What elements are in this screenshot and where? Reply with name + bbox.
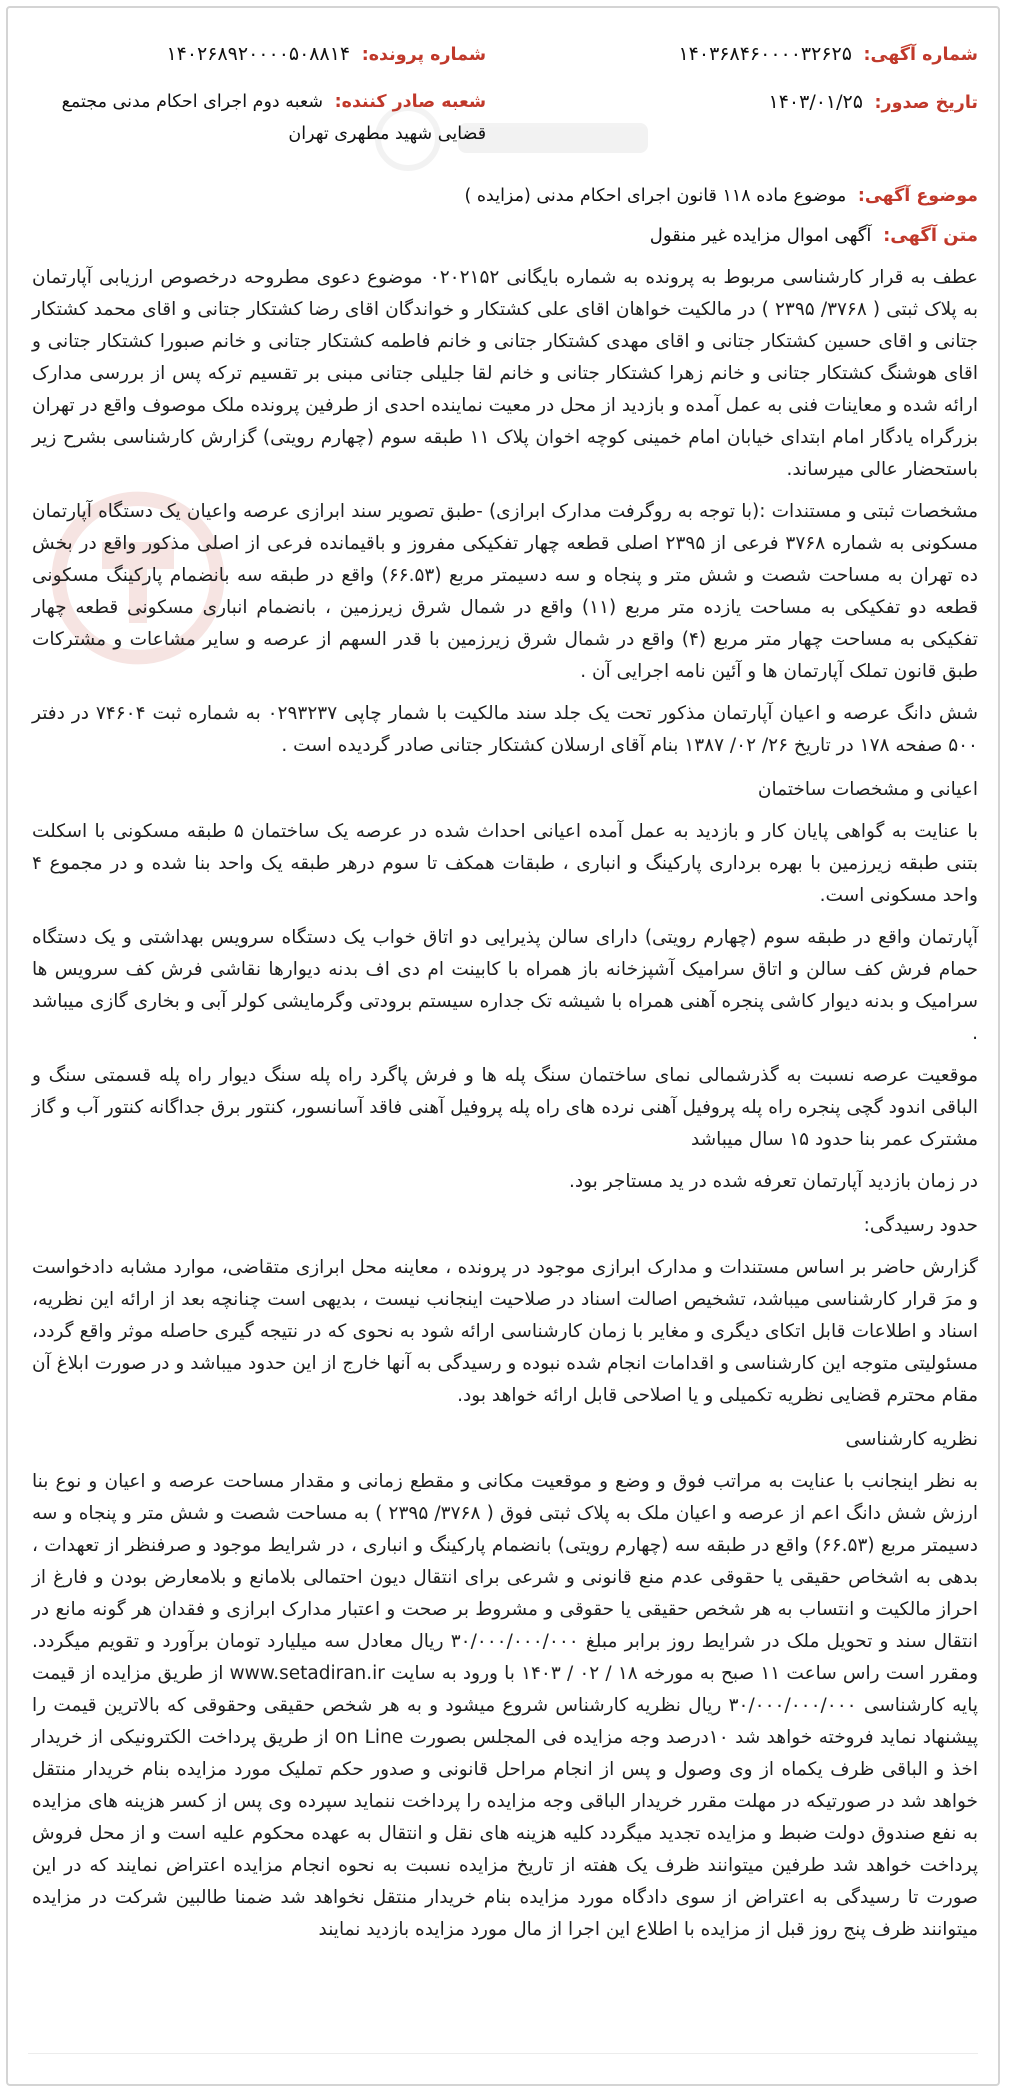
page-frame [6,6,1000,2086]
paragraph-scope: گزارش حاضر بر اساس مستندات و مدارک ابرازی موجود در پرونده ، معاینه محل ابرازی متقاضی، موارد مشابه دادخواست و مرَ قرار کارشناسی میباشد، تشخیص اصالت اسناد در صلاحیت اینجانب نیست ، بدیهی است چنانچه بعد از ارائه این نظریه، اسناد و اطلاعات قابل اتکای دیگری و مغایر با زمان کارشناسی ارائه شود به نحوی که در نتیجه گیری حاصله موثر واقع گردد، مسئولیتی متوجه این کارشناسی و اقدامات انجام شده نبوده و رسیدگی به آنها خارج از این حدود میباشد و در صورت ابلاغ آن مقام محترم قضایی نظریه تکمیلی و یا اصلاحی قابل ارائه خواهد بود. [32,1257,978,1406]
case-number-value: ۱۴۰۲۶۸۹۲۰۰۰۰۵۰۸۸۱۴ [166,43,351,65]
paragraph-tenant: در زمان بازدید آپارتمان تعرفه شده در ید مستاجر بود. [569,1171,978,1192]
issuer-value: شعبه دوم اجرای احکام مدنی مجتمع قضایی شهید مطهری تهران [61,92,487,144]
paragraph-building: با عنایت به گواهی پایان کار و بازدید به عمل آمده اعیانی احداث شده در عرصه یک ساختمان ۵ طبقه مسکونی با اسکلت بتنی طبقه زیرزمین با بهره برداری پارکینگ و انباری ، طبقات همکف تا سوم درهر طبقه یک واحد بنا شده و در مجموع ۴ واحد مسکونی است. [32,821,979,906]
case-number-label: شماره پرونده: [361,45,487,65]
text-heading-value: آگهی اموال مزایده غیر منقول [649,225,872,246]
text-heading-label: متن آگهی: [883,225,978,246]
case-number-field [32,38,486,71]
ad-number-field [524,38,978,71]
paragraph-intro: عطف به قرار کارشناسی مربوط به پرونده به شماره بایگانی ۰۲۰۲۱۵۲ موضوع دعوی مطروحه درخصوص ارزیابی آپارتمان به پلاک ثبتی ( ۳۷۶۸/ ۲۳۹۵ ) در مالکیت خواهان اقای علی کشتکار و خواندگان اقای رضا کشتکار جتانی و اقای محمد کشتکار جتانی و اقای حسین کشتکار جتانی و اقای مهدی کشتکار جتانی و خانم فاطمه کشتکار جتانی و خانم صبورا کشتکار جتانی و اقای هوشنگ کشتکار جتانی و خانم زهرا کشتکار جتانی و خانم لقا جلیلی جتانی مبنی بر تقسیم ترکه پس از بررسی مدارک ارائه شده و معاینات فنی به عمل آمده و بازدید از محل در معیت نماینده احدی از طرفین پرونده ملک موصوف واقع در تهران بزرگراه یادگار امام ابتدای خیابان امام خمینی کوچه اخوان پلاک ۱۱ طبقه سوم (چهارم رویتی) گزارش کارشناسی بشرح زیر باستحضار عالی میرساند. [32,267,979,480]
header-row-1 [32,38,978,86]
issue-date-field [524,86,978,119]
issue-date-label: تاریخ صدور: [874,93,978,113]
issuer-label: شعبه صادر کننده: [334,92,487,112]
paragraph-deed: شش دانگ عرصه و اعیان آپارتمان مذکور تحت یک جلد سند مالکیت با شمار چاپی ۰۲۹۳۲۳۷ به شماره ثبت ۷۴۶۰۴ در دفتر ۵۰۰ صفحه ۱۷۸ در تاریخ ۲۶/ ۰۲/ ۱۳۸۷ بنام آقای ارسلان کشتکار جتانی صادر گردیده است . [32,703,978,756]
subject-value: موضوع ماده ۱۱۸ قانون اجرای احکام مدنی (مزایده ) [464,186,847,206]
issue-date-value: ۱۴۰۳/۰۱/۲۵ [768,91,863,113]
heading-scope: حدود رسیدگی: [863,1215,978,1236]
text-heading-line [32,220,978,252]
issuer-field [32,86,486,150]
paragraph-expert-opinion: به نظر اینجانب با عنایت به مراتب فوق و وضع و موقعیت مکانی و مقطع زمانی و مقدار مساحت عرصه و اعیان و نوع بنا ارزش شش دانگ اعم از عرصه و اعیان ملک به پلاک ثبتی فوق ( ۳۷۶۸/ ۲۳۹۵ ) به مساحت شصت و شش متر و پنجاه و سه دسیمتر مربع (۶۶.۵۳) واقع در طبقه سه (چهارم رویتی) بانضمام پارکینگ و انباری ، در شرایط موجود و صرفنظر از تعهدات ، بدهی به اشخاص حقیقی یا حقوقی عدم منع قانونی و شرعی برای انتقال دیون احتمالی بلامانع و بلامعارض بودن و فارغ از احراز مالکیت و انتساب به هر شخص حقیقی یا حقوقی و مشروط بر صحت و اعتبار مدارک ابرازی و فقدان هر گونه مانع در انتقال سند و تحویل ملک در شرایط روز برابر مبلغ ۳۰/۰۰۰/۰۰۰/۰۰۰ ریال معادل سه میلیارد تومان برآورد و تقویم میگردد. ومقرر است راس ساعت ۱۱ صبح به مورخه ۱۸ / ۰۲ / ۱۴۰۳ با ورود به سایت www.setadiran.ir از طریق مزایده از قیمت پایه کارشناسی ۳۰/۰۰۰/۰۰۰/۰۰۰ ریال نظریه کارشناس شروع میشود و به هر شخص حقیقی وحقوقی که بالاترین قیمت را پیشنهاد نماید فروخته خواهد شد ۱۰درصد وجه مزایده فی المجلس بصورت on Line از طریق پرداخت الکترونیکی از خریدار اخذ و الباقی ظرف یکماه از وی وصول و پس از انجام مراحل قانونی و صدور حکم تملیک مورد مزایده بنام خریدار منتقل خواهد شد در صورتیکه در مهلت مقرر خریدار الباقی وجه مزایده را پرداخت ننماید سپرده وی پس از کسر هزینه های مزایده به نفع صندوق دولت ضبط و مزایده تجدید میگردد کلیه هزینه های نقل و انتقال به عهده محکوم علیه است و از محل فروش پرداخت خواهد شد طرفین میتوانند ظرف یک هفته از تاریخ مزایده نسبت به نحوه انجام مزایده اعتراض نمایند که در این صورت تا رسیدگی به اعتراض از سوی دادگاه مورد مزایده بنام خریدار منتقل نخواهد شد ضمنا طالبین شرکت در مزایده میتوانند ظرف پنج روز قبل از مزایده با اطلاع این اجرا از مال مورد مزایده بازدید نمایند [32,1471,979,1940]
ad-number-value: ۱۴۰۳۶۸۴۶۰۰۰۰۳۲۶۲۵ [678,43,852,65]
subject-label: موضوع آگهی: [857,186,978,206]
paragraph-apartment: آپارتمان واقع در طبقه سوم (چهارم رویتی) دارای سالن پذیرایی دو اتاق خواب یک دستگاه سرویس بهداشتی و یک دستگاه حمام فرش کف سالن و اتاق سرامیک آشپزخانه باز همراه با کابینت ام دی اف بدنه دیوارها نقاشی فرش کف سرویس ها سرامیک و بدنه دیوار کاشی پنجره آهنی همراه با شیشه تک جداره سیستم برودتی وگرمایشی کولر آبی و بخاری گازی میباشد . [32,927,978,1044]
subject-line [32,180,978,212]
heading-expert-opinion: نظریه کارشناسی [845,1429,978,1450]
paragraph-location: موقعیت عرصه نسبت به گذرشمالی نمای ساختمان سنگ پله ها و فرش پاگرد راه پله سنگ دیوار راه پله قسمتی سنگ و الباقی اندود گچی پنجره راه پله پروفیل آهنی نرده های راه پله پروفیل آهنی فاقد آسانسور، کنتور برق جداگانه کنتور آب و گاز مشترک عمر بنا حدود ۱۵ سال میباشد [32,1065,978,1150]
paragraph-registration: مشخصات ثبتی و مستندات :(با توجه به روگرفت مدارک ابرازی) -طبق تصویر سند ابرازی عرصه واعیان یک دستگاه آپارتمان مسکونی به شماره ۳۷۶۸ فرعی از ۲۳۹۵ اصلی قطعه چهار تفکیکی مفروز و باقیمانده فرعی از اصلی مذکور واقع در بخش ده تهران به مساحت شصت و شش متر و پنجاه و سه دسیمتر مربع (۶۶.۵۳) واقع در طبقه سه بانضمام پارکینگ مسکونی قطعه دو تفکیکی به مساحت یازده متر مربع (۱۱) واقع در شمال شرق زیرزمین ، بانضمام انباری مسکونی قطعه چهار تفکیکی به مساحت چهار متر مربع (۴) واقع در شمال شرق زیرزمین با قدر السهم از عرصه و سایر مشاعات و مشترکات طبق قانون تملک آپارتمان ها و آئین نامه اجرایی آن . [32,501,978,682]
header-row-2 [32,86,978,176]
ad-number-label: شماره آگهی: [863,45,978,65]
footer-divider [28,2053,978,2054]
announcement-body [8,8,998,1966]
heading-building-specs: اعیانی و مشخصات ساختمان [757,779,978,800]
